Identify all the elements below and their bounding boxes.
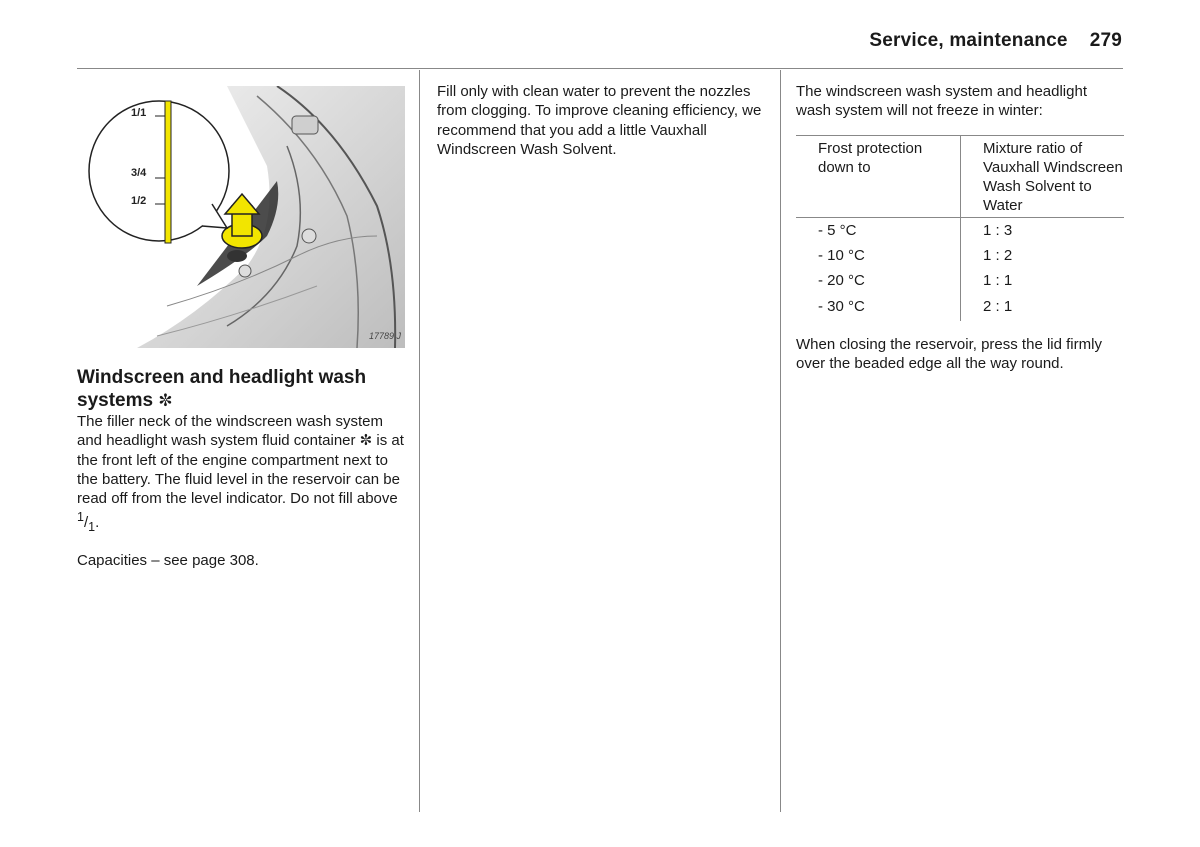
level-label-half: 1/2 [131, 195, 147, 207]
temperature-cell: - 30 °C [796, 294, 961, 321]
table-header-row [796, 135, 1124, 217]
section-heading [77, 366, 405, 412]
reservoir-illustration [77, 86, 405, 348]
table-row [796, 217, 1124, 243]
column-divider-2 [780, 70, 781, 812]
level-label-full: 1/1 [131, 107, 147, 119]
header-mixture-ratio: Mixture ratio of Vauxhall Windscreen Wash Solvent to Water [961, 135, 1125, 217]
column-3 [796, 82, 1124, 374]
figure-code: 17789 J [368, 330, 401, 341]
table-row [796, 294, 1124, 321]
heading-text: Windscreen and headlight wash systems [77, 367, 367, 411]
section-title: Service, maintenance [869, 30, 1068, 51]
filler-neck-paragraph [77, 412, 405, 538]
fraction-numerator: 1 [77, 510, 84, 525]
ratio-cell: 1 : 1 [983, 272, 1013, 290]
ratio-cell: 1 : 2 [983, 247, 1013, 265]
capacities-note: Capacities – see page 308. [77, 551, 259, 569]
header-frost-protection: Frost protection down to [796, 135, 961, 217]
column-2 [437, 82, 767, 159]
table-row [796, 243, 1124, 268]
page-header [869, 30, 1122, 52]
asterisk-icon: ✼ [359, 432, 373, 450]
table-row [796, 268, 1124, 293]
fraction-denominator: 1 [88, 520, 96, 535]
temperature-cell: - 10 °C [796, 243, 961, 268]
temperature-cell: - 5 °C [796, 217, 961, 243]
asterisk-icon: ✼ [158, 391, 173, 410]
para-text: The filler neck of the windscreen wash system and headlight wash system fluid container [77, 413, 383, 450]
column-1 [77, 86, 405, 570]
page-number: 279 [1089, 30, 1122, 51]
mixture-ratio-table [796, 135, 1124, 321]
ratio-cell: 1 : 3 [983, 221, 1013, 239]
level-label-three-quarter: 3/4 [131, 167, 147, 179]
para-text: is at the front left of the engine compartment next to the battery. The fluid level in the reservoir can be read off from the level indicator. Do not fill above [77, 432, 404, 508]
ratio-cell: 2 : 1 [983, 297, 1013, 315]
fill-water-paragraph: Fill only with clean water to prevent the nozzles from clogging. To improve cleaning efficiency, we recommend that you add a little Vauxhall Windscreen Wash Solvent. [437, 83, 762, 158]
column-divider-1 [419, 70, 420, 812]
fraction-slash: / [83, 514, 89, 532]
temperature-cell: - 20 °C [796, 268, 961, 293]
para-end: . [95, 514, 100, 532]
closing-reservoir-note: When closing the reservoir, press the lid firmly over the beaded edge all the way round. [796, 335, 1102, 373]
header-rule [77, 68, 1123, 69]
freeze-intro: The windscreen wash system and headlight wash system will not freeze in winter: [796, 83, 1087, 120]
